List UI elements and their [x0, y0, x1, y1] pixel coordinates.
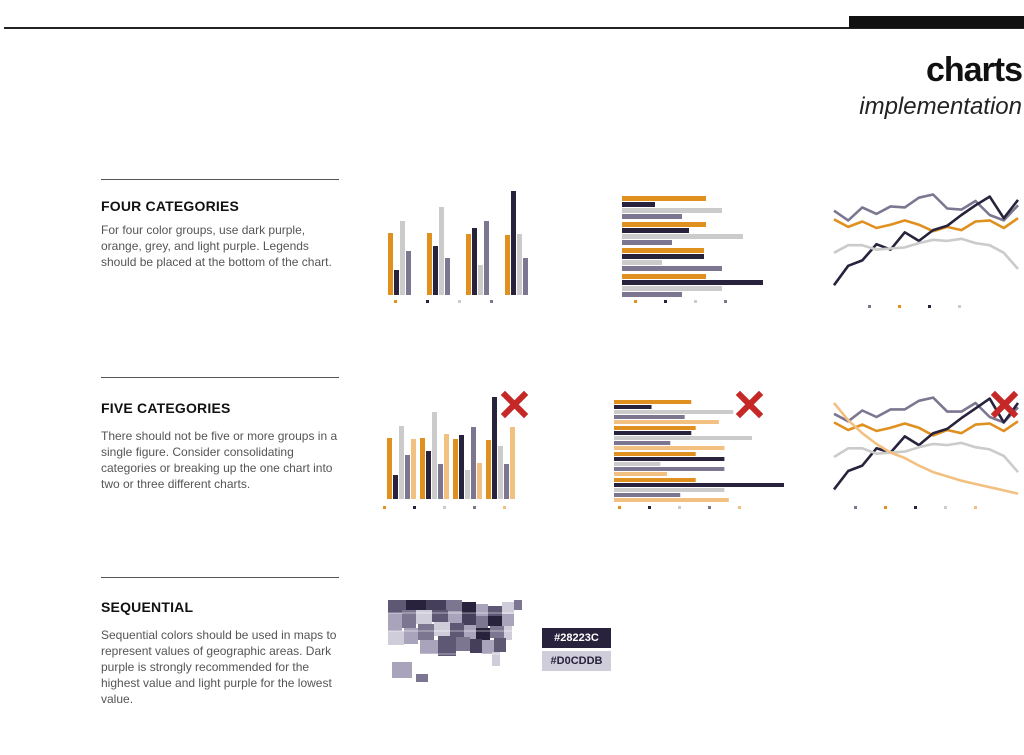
- legend-marker: [664, 300, 667, 303]
- bar: [438, 464, 443, 499]
- section-heading-five: FIVE CATEGORIES: [101, 400, 231, 416]
- bar: [406, 251, 411, 295]
- bar: [484, 221, 489, 295]
- map-state: [514, 600, 522, 610]
- bar: [387, 438, 392, 499]
- section-description-four: For four color groups, use dark purple, orange, grey, and light purple. Legends should be placed at the bottom of the chart.: [101, 223, 332, 269]
- legend-marker: [914, 506, 917, 509]
- legend-marker: [724, 300, 727, 303]
- page-subtitle: implementation: [859, 93, 1022, 120]
- bar: [510, 427, 515, 499]
- bar: [614, 426, 696, 430]
- bar: [614, 405, 652, 409]
- bar: [394, 270, 399, 295]
- section-rule-sequential: [101, 577, 339, 578]
- map-state: [450, 623, 464, 637]
- legend-marker: [443, 506, 446, 509]
- bar: [614, 462, 660, 466]
- map-state: [388, 631, 404, 645]
- legend-marker: [634, 300, 637, 303]
- legend-marker: [458, 300, 461, 303]
- swatch-high-value: #28223C: [542, 628, 611, 648]
- bar: [445, 258, 450, 295]
- bar: [486, 440, 491, 499]
- page-title: charts: [925, 51, 1022, 89]
- legend-marker: [678, 506, 681, 509]
- legend-marker: [868, 305, 871, 308]
- legend-marker: [394, 300, 397, 303]
- bar: [614, 488, 724, 492]
- map-state: [470, 639, 482, 653]
- map-state: [476, 628, 490, 640]
- map-state: [418, 624, 434, 640]
- legend-marker: [884, 506, 887, 509]
- section-rule-five: [101, 377, 339, 378]
- section-rule-four: [101, 179, 339, 180]
- bar: [614, 436, 752, 440]
- red-x-icon: [736, 391, 763, 418]
- bar: [614, 472, 667, 476]
- map-state: [416, 674, 428, 682]
- map-state: [494, 638, 506, 652]
- bar: [614, 410, 733, 414]
- bar: [622, 274, 706, 279]
- bar: [453, 439, 458, 499]
- legend-marker: [694, 300, 697, 303]
- legend-marker: [413, 506, 416, 509]
- top-accent-block: [849, 16, 1024, 28]
- bar: [614, 493, 680, 497]
- bar: [511, 191, 516, 295]
- legend-marker: [958, 305, 961, 308]
- bar: [399, 426, 404, 499]
- section-description-five: There should not be five or more groups in a single figure. Consider consolidating categories or breaking up the one chart into two or three different charts.: [101, 429, 338, 491]
- bar: [614, 467, 724, 471]
- map-state: [502, 602, 514, 614]
- bar: [614, 452, 696, 456]
- bar: [472, 228, 477, 295]
- bar: [517, 234, 522, 295]
- legend-marker: [974, 506, 977, 509]
- bar: [622, 260, 662, 265]
- bar: [478, 265, 483, 295]
- series-line: [834, 218, 1018, 231]
- bar: [459, 435, 464, 499]
- bar: [614, 441, 670, 445]
- bar: [614, 478, 696, 482]
- legend-marker: [426, 300, 429, 303]
- map-state: [456, 637, 470, 651]
- bar: [614, 420, 719, 424]
- legend-marker: [618, 506, 621, 509]
- map-state: [416, 610, 432, 624]
- bar: [405, 455, 410, 499]
- legend-marker: [708, 506, 711, 509]
- map-state: [438, 636, 456, 656]
- bar: [622, 196, 706, 201]
- bar: [622, 222, 706, 227]
- bar: [444, 434, 449, 499]
- bar: [614, 457, 724, 461]
- series-line: [834, 239, 1018, 269]
- legend-marker: [490, 300, 493, 303]
- bar: [505, 235, 510, 295]
- bar: [433, 246, 438, 295]
- bar: [471, 427, 476, 499]
- legend-marker: [898, 305, 901, 308]
- bar: [622, 202, 655, 207]
- bar: [614, 415, 685, 419]
- map-state: [406, 600, 426, 610]
- bar: [622, 266, 722, 271]
- map-state: [488, 606, 502, 616]
- map-state: [462, 602, 476, 613]
- legend-marker: [648, 506, 651, 509]
- bar: [477, 463, 482, 499]
- bar: [622, 280, 763, 285]
- bar: [420, 438, 425, 499]
- map-state: [476, 604, 488, 616]
- map-state: [462, 613, 476, 625]
- map-state: [392, 662, 412, 678]
- bar: [492, 397, 497, 499]
- bar: [622, 240, 672, 245]
- map-state: [464, 625, 476, 639]
- map-state: [482, 640, 494, 654]
- map-state: [404, 628, 418, 644]
- bar: [498, 446, 503, 499]
- bar: [614, 400, 691, 404]
- map-state: [426, 600, 446, 610]
- bar: [393, 475, 398, 499]
- section-heading-four: FOUR CATEGORIES: [101, 198, 240, 214]
- bar: [466, 234, 471, 295]
- bar: [400, 221, 405, 295]
- bar: [427, 233, 432, 295]
- section-heading-sequential: SEQUENTIAL: [101, 599, 194, 615]
- red-x-icon: [991, 391, 1018, 418]
- bar: [432, 412, 437, 499]
- bar: [465, 470, 470, 499]
- red-x-icon: [501, 391, 528, 418]
- bar: [523, 258, 528, 295]
- legend-marker: [503, 506, 506, 509]
- map-state: [432, 610, 448, 622]
- legend-marker: [383, 506, 386, 509]
- bar: [614, 483, 784, 487]
- map-state: [434, 622, 450, 636]
- bar: [411, 439, 416, 499]
- bar: [622, 228, 689, 233]
- bar: [614, 446, 724, 450]
- map-state: [446, 600, 462, 611]
- legend-marker: [473, 506, 476, 509]
- section-description-sequential: Sequential colors should be used in maps to represent values of geographic areas. Dark purple is strongly recommended for the highest value and light purple for the lowest value.: [101, 628, 337, 706]
- four-cat-line-chart: [830, 188, 1020, 308]
- legend-marker: [944, 506, 947, 509]
- map-state: [502, 614, 514, 626]
- four-cat-horizontal-bar-chart: [620, 188, 780, 308]
- bar: [622, 292, 682, 297]
- legend-marker: [928, 305, 931, 308]
- bar: [439, 207, 444, 295]
- bar: [614, 498, 729, 502]
- map-state: [504, 626, 512, 640]
- bar: [426, 451, 431, 499]
- map-state: [490, 626, 504, 638]
- bar: [622, 248, 704, 253]
- legend-marker: [738, 506, 741, 509]
- map-state: [488, 616, 502, 626]
- four-cat-vertical-bar-chart: [380, 188, 540, 308]
- bar: [622, 286, 722, 291]
- bar: [614, 431, 691, 435]
- bar: [622, 214, 682, 219]
- map-state: [420, 640, 438, 654]
- swatch-low-value: #D0CDDB: [542, 651, 611, 671]
- bar: [388, 233, 393, 295]
- bar: [622, 254, 704, 259]
- map-state: [476, 616, 488, 628]
- bar: [504, 464, 509, 499]
- bar: [622, 208, 722, 213]
- bar: [622, 234, 743, 239]
- map-state: [388, 613, 402, 631]
- legend-marker: [854, 506, 857, 509]
- us-states-choropleth-map: [386, 598, 526, 688]
